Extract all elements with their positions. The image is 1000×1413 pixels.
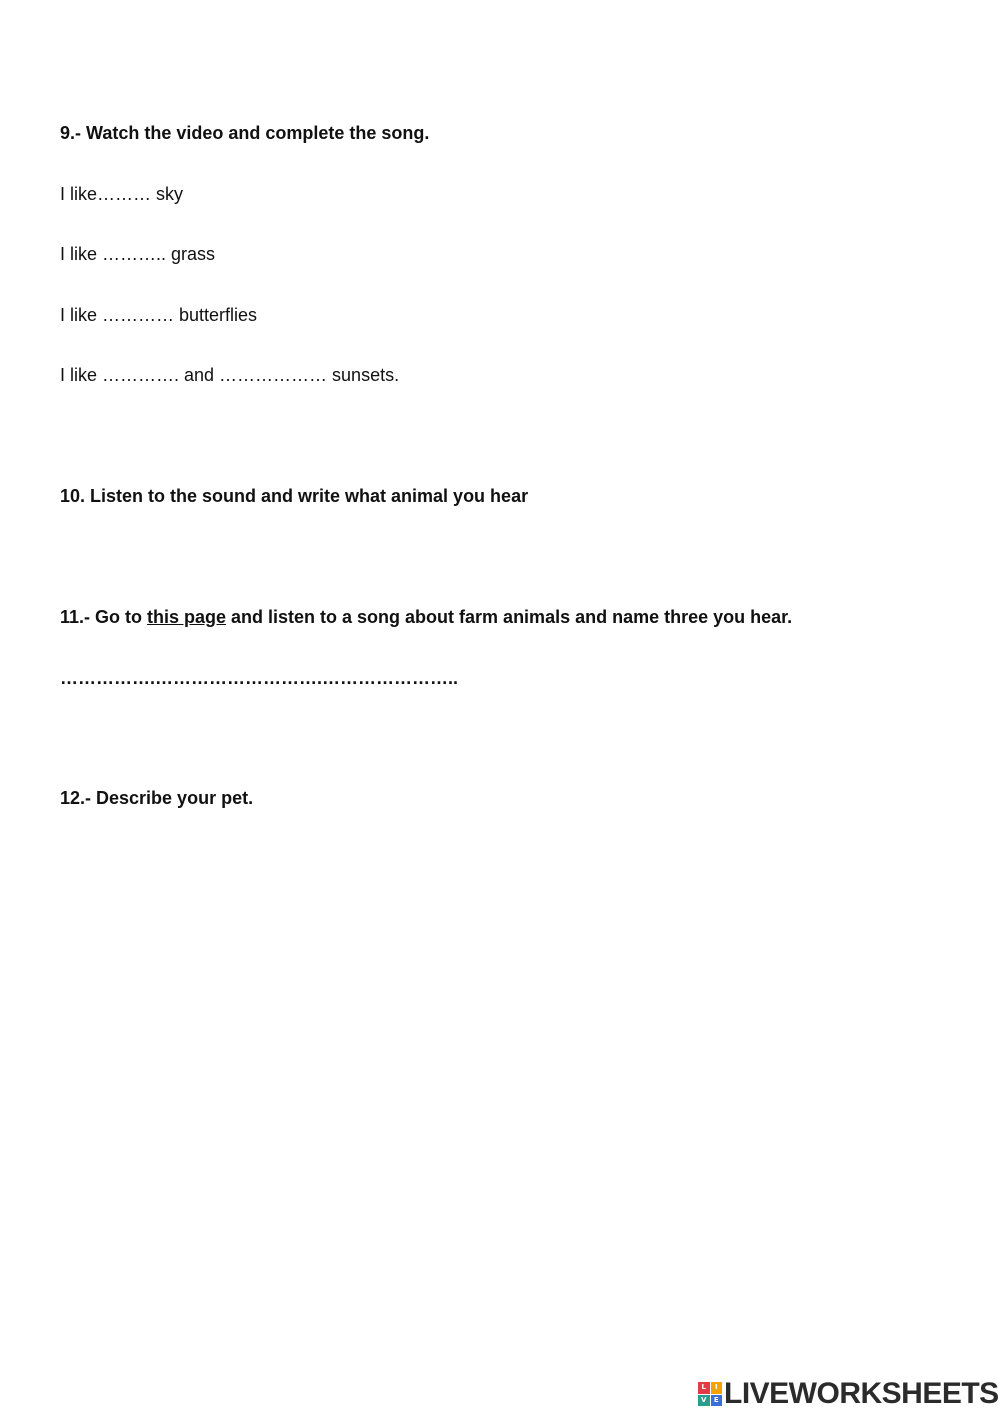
song-line-1: I like……… sky <box>60 184 184 204</box>
logo-grid-l: L <box>698 1382 710 1394</box>
logo-grid-icon <box>698 1382 722 1406</box>
this-page-link[interactable]: this page <box>147 607 227 627</box>
question-11-suffix: and listen to a song about farm animals and name three you hear. <box>226 607 793 627</box>
question-10-title: 10. Listen to the sound and write what animal you hear <box>60 486 529 506</box>
question-11-title <box>60 606 792 628</box>
question-11-answer-line: …………….……………………….………………….. <box>60 668 459 688</box>
logo-grid-e: E <box>711 1395 723 1407</box>
song-line-3: I like ………… butterflies <box>60 305 258 325</box>
logo-grid-i: I <box>711 1382 723 1394</box>
song-line-2: I like ……….. grass <box>60 244 216 264</box>
question-9-title: 9.- Watch the video and complete the song. <box>60 123 430 143</box>
logo-grid-v: V <box>698 1395 710 1407</box>
song-line-4: I like …………. and ……………… sunsets. <box>60 365 400 385</box>
question-12-title: 12.- Describe your pet. <box>60 788 254 808</box>
logo-text: LIVEWORKSHEETS <box>724 1377 999 1410</box>
question-11-prefix: 11.- Go to <box>60 607 148 627</box>
liveworksheets-logo <box>698 1377 999 1410</box>
